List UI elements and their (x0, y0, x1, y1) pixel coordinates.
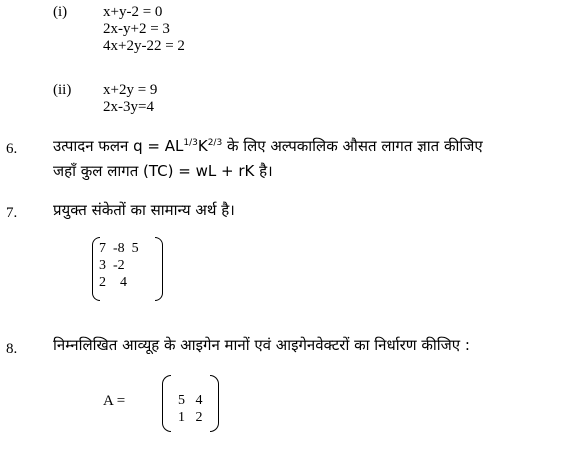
matrix-7 (99, 240, 139, 291)
part-ii-label: (ii) (53, 82, 72, 98)
question-6-text-end: के लिए अल्पकालिक औसत लागत ज्ञात कीजिए (222, 137, 483, 155)
equation-i-3: 4x+2y-22 = 2 (103, 38, 185, 54)
matrix-a-left-bracket (162, 375, 171, 432)
equation-system-i (103, 4, 185, 55)
equation-ii-1: x+2y = 9 (103, 82, 158, 98)
matrix-a-row-1: 5 4 (178, 393, 203, 408)
matrix-a-right-bracket (210, 375, 219, 432)
part-i-label: (i) (53, 4, 68, 20)
matrix-a (178, 392, 203, 426)
matrix-7-right-bracket (155, 237, 163, 301)
equation-ii-2: 2x-3y=4 (103, 99, 154, 115)
matrix-a-row-2: 1 2 (178, 410, 203, 425)
question-7-number: 7. (6, 205, 18, 221)
equation-i-1: x+y-2 = 0 (103, 4, 163, 20)
exponent-l: 1/3 (183, 138, 198, 148)
question-8-text: निम्नलिखित आव्यूह के आइगेन मानों एवं आइगेनवेक्टरों का निर्धारण कीजिए : (53, 336, 470, 354)
exponent-k: 2/3 (207, 138, 223, 148)
question-6-number: 6. (6, 141, 18, 157)
question-6-text-start: उत्पादन फलन q = AL (53, 137, 184, 155)
equation-i-2: 2x-y+2 = 3 (103, 21, 170, 37)
question-6-line-2: जहाँ कुल लागत (TC) = wL + rK है। (53, 162, 273, 180)
matrix-7-row-1: 7 -8 5 (99, 241, 139, 256)
question-8-number: 8. (6, 341, 18, 357)
question-7-text: प्रयुक्त संकेतों का सामान्य अर्थ है। (53, 201, 235, 219)
variable-k: K (197, 137, 208, 155)
matrix-7-row-3: 2 4 (99, 275, 127, 290)
matrix-a-label: A = (103, 393, 126, 409)
equation-system-ii (103, 82, 157, 116)
matrix-7-row-2: 3 -2 (99, 258, 125, 273)
question-6-line-1 (53, 136, 483, 156)
